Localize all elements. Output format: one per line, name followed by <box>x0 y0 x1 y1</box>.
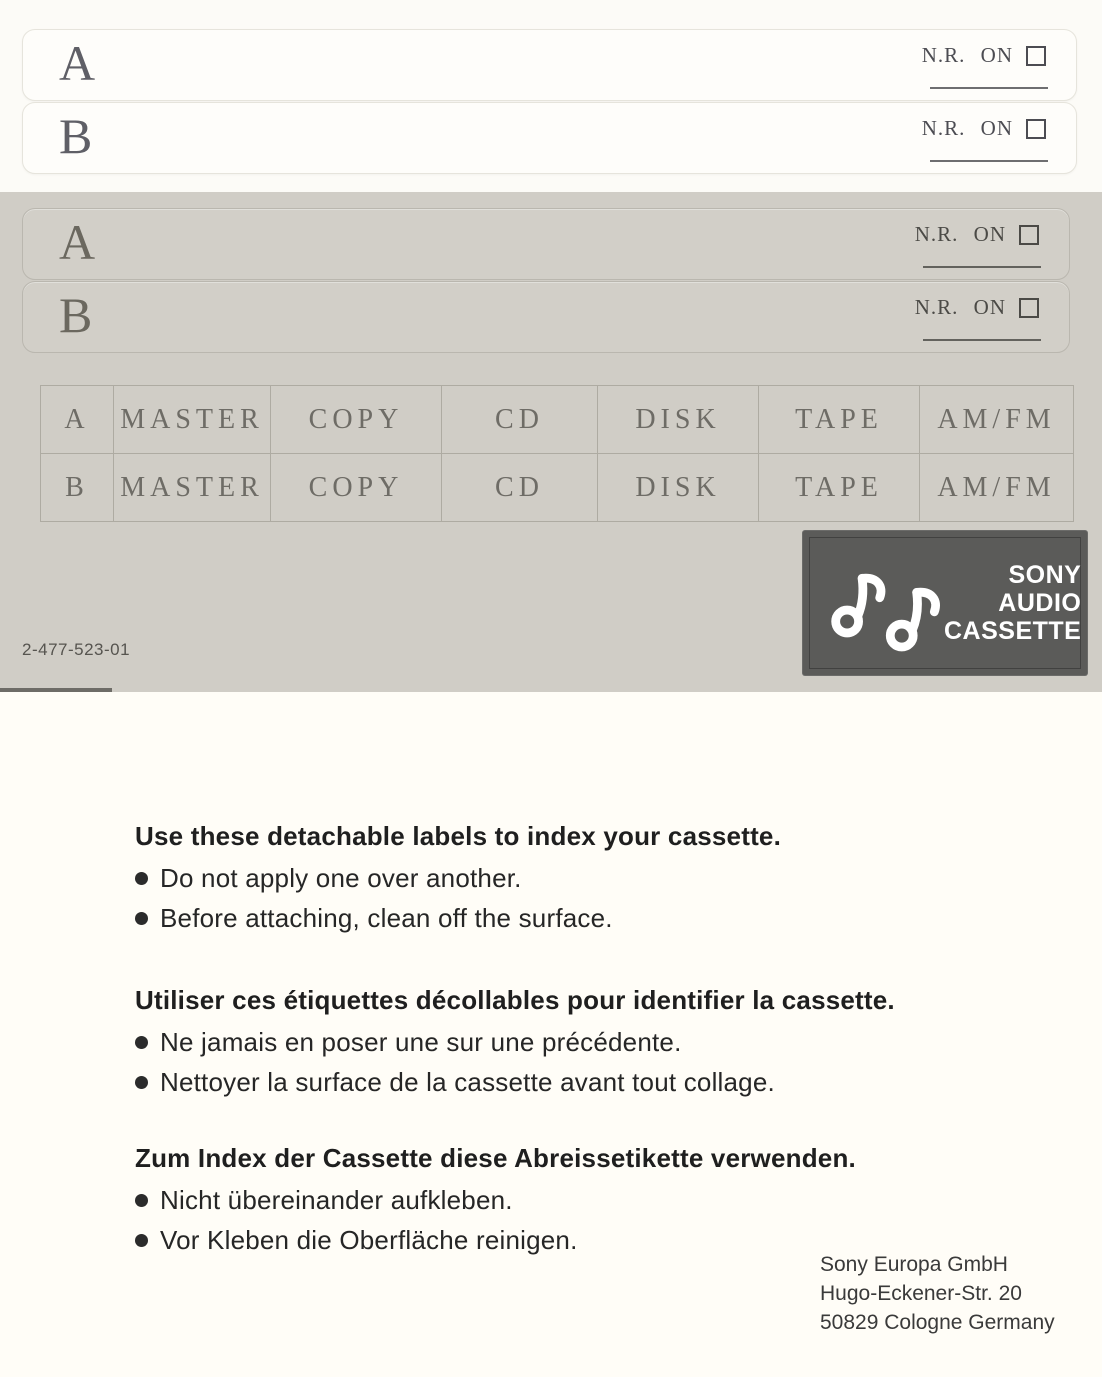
cell-disk: DISK <box>597 386 758 453</box>
table-row-a <box>41 386 1073 453</box>
address-line-city: 50829 Cologne Germany <box>820 1311 1055 1334</box>
write-line <box>930 87 1048 89</box>
bullet-text: Ne jamais en poser une sur une précédente. <box>160 1027 682 1057</box>
cell-amfm: AM/FM <box>919 454 1073 521</box>
cell-tape: TAPE <box>758 386 919 453</box>
nr-on-label <box>915 295 1039 320</box>
nr-on-text: N.R. ON <box>921 116 1013 140</box>
instruction-panel <box>0 692 1102 1377</box>
side-a-letter: A <box>59 214 96 270</box>
part-number: 2-477-523-01 <box>22 640 131 659</box>
instruction-bullet <box>135 1224 856 1256</box>
instructions-english <box>135 820 781 934</box>
eighth-notes-icon <box>826 553 944 653</box>
instruction-bullet <box>135 1184 856 1216</box>
company-address <box>820 1250 1055 1337</box>
bullet-icon <box>135 1194 148 1207</box>
bullet-text: Vor Kleben die Oberfläche reinigen. <box>160 1225 578 1255</box>
bullet-icon <box>135 1036 148 1049</box>
instruction-bullet <box>135 1026 895 1058</box>
label-strip-a <box>22 29 1077 101</box>
cell-master: MASTER <box>113 454 270 521</box>
write-line <box>923 266 1041 268</box>
label-strip-b <box>22 102 1077 174</box>
bullet-icon <box>135 872 148 885</box>
bullet-icon <box>135 1076 148 1089</box>
nr-on-text: N.R. ON <box>914 295 1006 319</box>
cell-amfm: AM/FM <box>919 386 1073 453</box>
instruction-bullet <box>135 1066 895 1098</box>
cell-side: B <box>65 471 89 503</box>
nr-checkbox-icon <box>1019 225 1039 245</box>
bullet-text: Before attaching, clean off the surface. <box>160 903 613 933</box>
cell-tape: TAPE <box>758 454 919 521</box>
cell-copy: COPY <box>270 454 441 521</box>
nr-checkbox-icon <box>1026 119 1046 139</box>
label-strip-a <box>22 208 1070 280</box>
write-line <box>923 339 1041 341</box>
nr-on-text: N.R. ON <box>921 43 1013 67</box>
white-label-panel <box>0 0 1102 192</box>
address-line-company: Sony Europa GmbH <box>820 1253 1008 1276</box>
cell-cd: CD <box>441 454 597 521</box>
table-row-b <box>41 453 1073 521</box>
nr-checkbox-icon <box>1019 298 1039 318</box>
bullet-text: Nettoyer la surface de la cassette avant tout collage. <box>160 1067 775 1097</box>
cell-side: A <box>64 403 90 435</box>
write-line <box>930 160 1048 162</box>
instructions-french <box>135 984 895 1098</box>
sony-audio-cassette-badge <box>802 530 1088 676</box>
bullet-icon <box>135 912 148 925</box>
instruction-heading: Utiliser ces étiquettes décollables pour identifier la cassette. <box>135 985 895 1015</box>
nr-on-label <box>922 43 1046 68</box>
side-b-letter: B <box>59 287 93 343</box>
badge-line-audio: AUDIO <box>998 589 1082 617</box>
nr-checkbox-icon <box>1026 46 1046 66</box>
cell-cd: CD <box>441 386 597 453</box>
cell-copy: COPY <box>270 386 441 453</box>
side-a-letter: A <box>59 35 96 91</box>
cell-master: MASTER <box>113 386 270 453</box>
nr-on-label <box>922 116 1046 141</box>
instruction-heading: Use these detachable labels to index your cassette. <box>135 821 782 851</box>
address-line-street: Hugo-Eckener-Str. 20 <box>820 1282 1022 1305</box>
instructions-german <box>135 1142 856 1256</box>
cell-disk: DISK <box>597 454 758 521</box>
bullet-text: Nicht übereinander aufkleben. <box>160 1185 513 1215</box>
bullet-icon <box>135 1234 148 1247</box>
instruction-bullet <box>135 862 781 894</box>
nr-on-text: N.R. ON <box>914 222 1006 246</box>
bullet-text: Do not apply one over another. <box>160 863 522 893</box>
badge-line-sony: SONY <box>1008 561 1082 589</box>
gray-label-panel <box>0 192 1102 694</box>
instruction-heading: Zum Index der Cassette diese Abreissetikette verwenden. <box>135 1143 856 1173</box>
source-index-table <box>40 385 1074 522</box>
badge-wordmark <box>944 561 1102 645</box>
badge-line-cassette: CASSETTE <box>944 617 1082 645</box>
nr-on-label <box>915 222 1039 247</box>
side-b-letter: B <box>59 108 93 164</box>
label-strip-b <box>22 281 1070 353</box>
instruction-bullet <box>135 902 781 934</box>
